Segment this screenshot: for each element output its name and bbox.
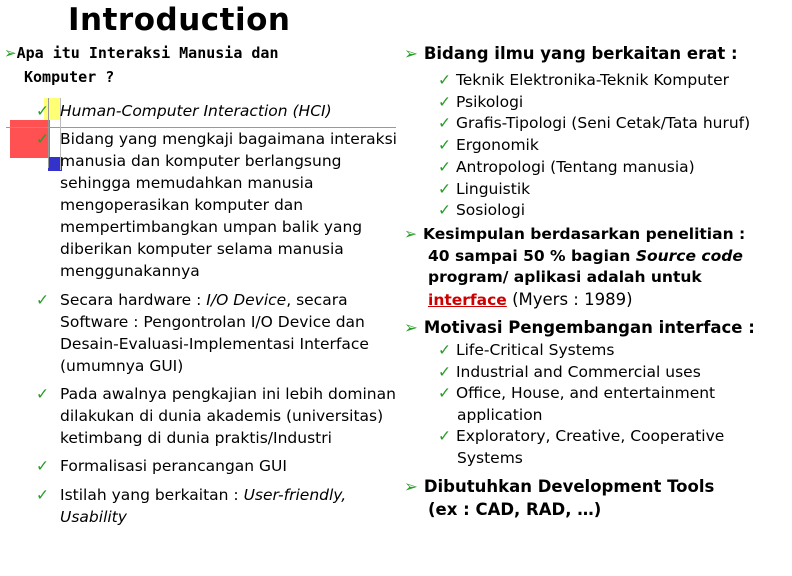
list-item: ✓ Linguistik — [438, 179, 531, 198]
check-bullet-icon: ✓ — [438, 114, 451, 133]
dibutuhkan-block: ➢ Dibutuhkan Development Tools (ex : CAD, RAD, …) — [404, 477, 715, 519]
left-list — [36, 100, 397, 528]
check-bullet-icon: ✓ — [438, 157, 451, 176]
list-item: ✓ Exploratory, Creative, Cooperative Systems — [438, 427, 725, 467]
left-heading-line2: Komputer ? — [24, 68, 115, 86]
motivasi-heading: ➢ Motivasi Pengembangan interface : — [404, 318, 755, 337]
check-bullet-icon: ✓ — [36, 385, 49, 403]
list-item: ✓ Grafis-Tipologi (Seni Cetak/Tata huruf) — [438, 114, 751, 133]
arrow-bullet-icon: ➢ — [4, 44, 17, 62]
check-bullet-icon: ✓ — [36, 291, 49, 309]
list-item: ✓ Formalisasi perancangan GUI — [36, 457, 287, 475]
check-bullet-icon: ✓ — [438, 136, 451, 155]
check-bullet-icon: ✓ — [438, 384, 451, 403]
check-bullet-icon: ✓ — [438, 179, 451, 198]
list-item: ✓ Istilah yang berkaitan : User-friendly, Usability — [36, 486, 347, 526]
check-bullet-icon: ✓ — [438, 341, 451, 359]
left-heading: ➢Apa itu Interaksi Manusia dan — [4, 44, 279, 62]
list-item: ✓ Pada awalnya pengkajian ini lebih dominan dilakukan di dunia akademis (universitas) ketimbang di dunia praktis/Industri — [36, 385, 396, 447]
motivasi-list — [438, 340, 724, 470]
arrow-bullet-icon: ➢ — [404, 44, 418, 63]
list-item: ✓ Secara hardware : I/O Device, secara Software : Pengontrolan I/O Device dan Desain-Evaluasi-Implementasi Interface (umumnya GUI) — [36, 291, 369, 375]
list-item: ✓ Ergonomik — [438, 136, 539, 155]
list-item: ✓ Life-Critical Systems — [438, 341, 615, 359]
bidang-list — [438, 70, 750, 222]
check-bullet-icon: ✓ — [438, 427, 451, 446]
check-bullet-icon: ✓ — [438, 92, 451, 111]
check-bullet-icon: ✓ — [36, 130, 49, 148]
check-bullet-icon: ✓ — [36, 102, 49, 120]
list-item: ✓ Teknik Elektronika-Teknik Komputer — [438, 71, 730, 89]
kesimpulan-block: ➢ Kesimpulan berdasarkan penelitian : 40 sampai 50 % bagian Source code program/ aplikasi adalah untuk interface (Myers : 1989) — [404, 225, 746, 309]
arrow-bullet-icon: ➢ — [404, 477, 418, 496]
check-bullet-icon: ✓ — [438, 362, 451, 381]
list-item: ✓ Industrial and Commercial uses — [438, 362, 701, 381]
list-item: ✓ Psikologi — [438, 92, 524, 111]
arrow-bullet-icon: ➢ — [404, 318, 418, 337]
arrow-bullet-icon: ➢ — [404, 225, 417, 243]
check-bullet-icon: ✓ — [438, 71, 451, 89]
check-bullet-icon: ✓ — [36, 486, 49, 504]
bidang-heading: ➢ Bidang ilmu yang berkaitan erat : — [404, 44, 738, 63]
list-item: ✓ Human-Computer Interaction (HCI) — [36, 102, 332, 120]
list-item: ✓ Office, House, and entertainment application — [438, 384, 716, 424]
check-bullet-icon: ✓ — [36, 457, 49, 475]
slide-title: Introduction — [68, 2, 291, 38]
check-bullet-icon: ✓ — [438, 201, 451, 220]
list-item: ✓ Antropologi (Tentang manusia) — [438, 157, 695, 176]
list-item: ✓ Bidang yang mengkaji bagaimana interaksi manusia dan komputer berlangsung sehingga memudahkan manusia mengoperasikan komputer dan mempertimbangkan umpan balik yang diberikan komputer selama manusia menggunakannya — [36, 130, 397, 280]
list-item: ✓ Sosiologi — [438, 201, 526, 220]
